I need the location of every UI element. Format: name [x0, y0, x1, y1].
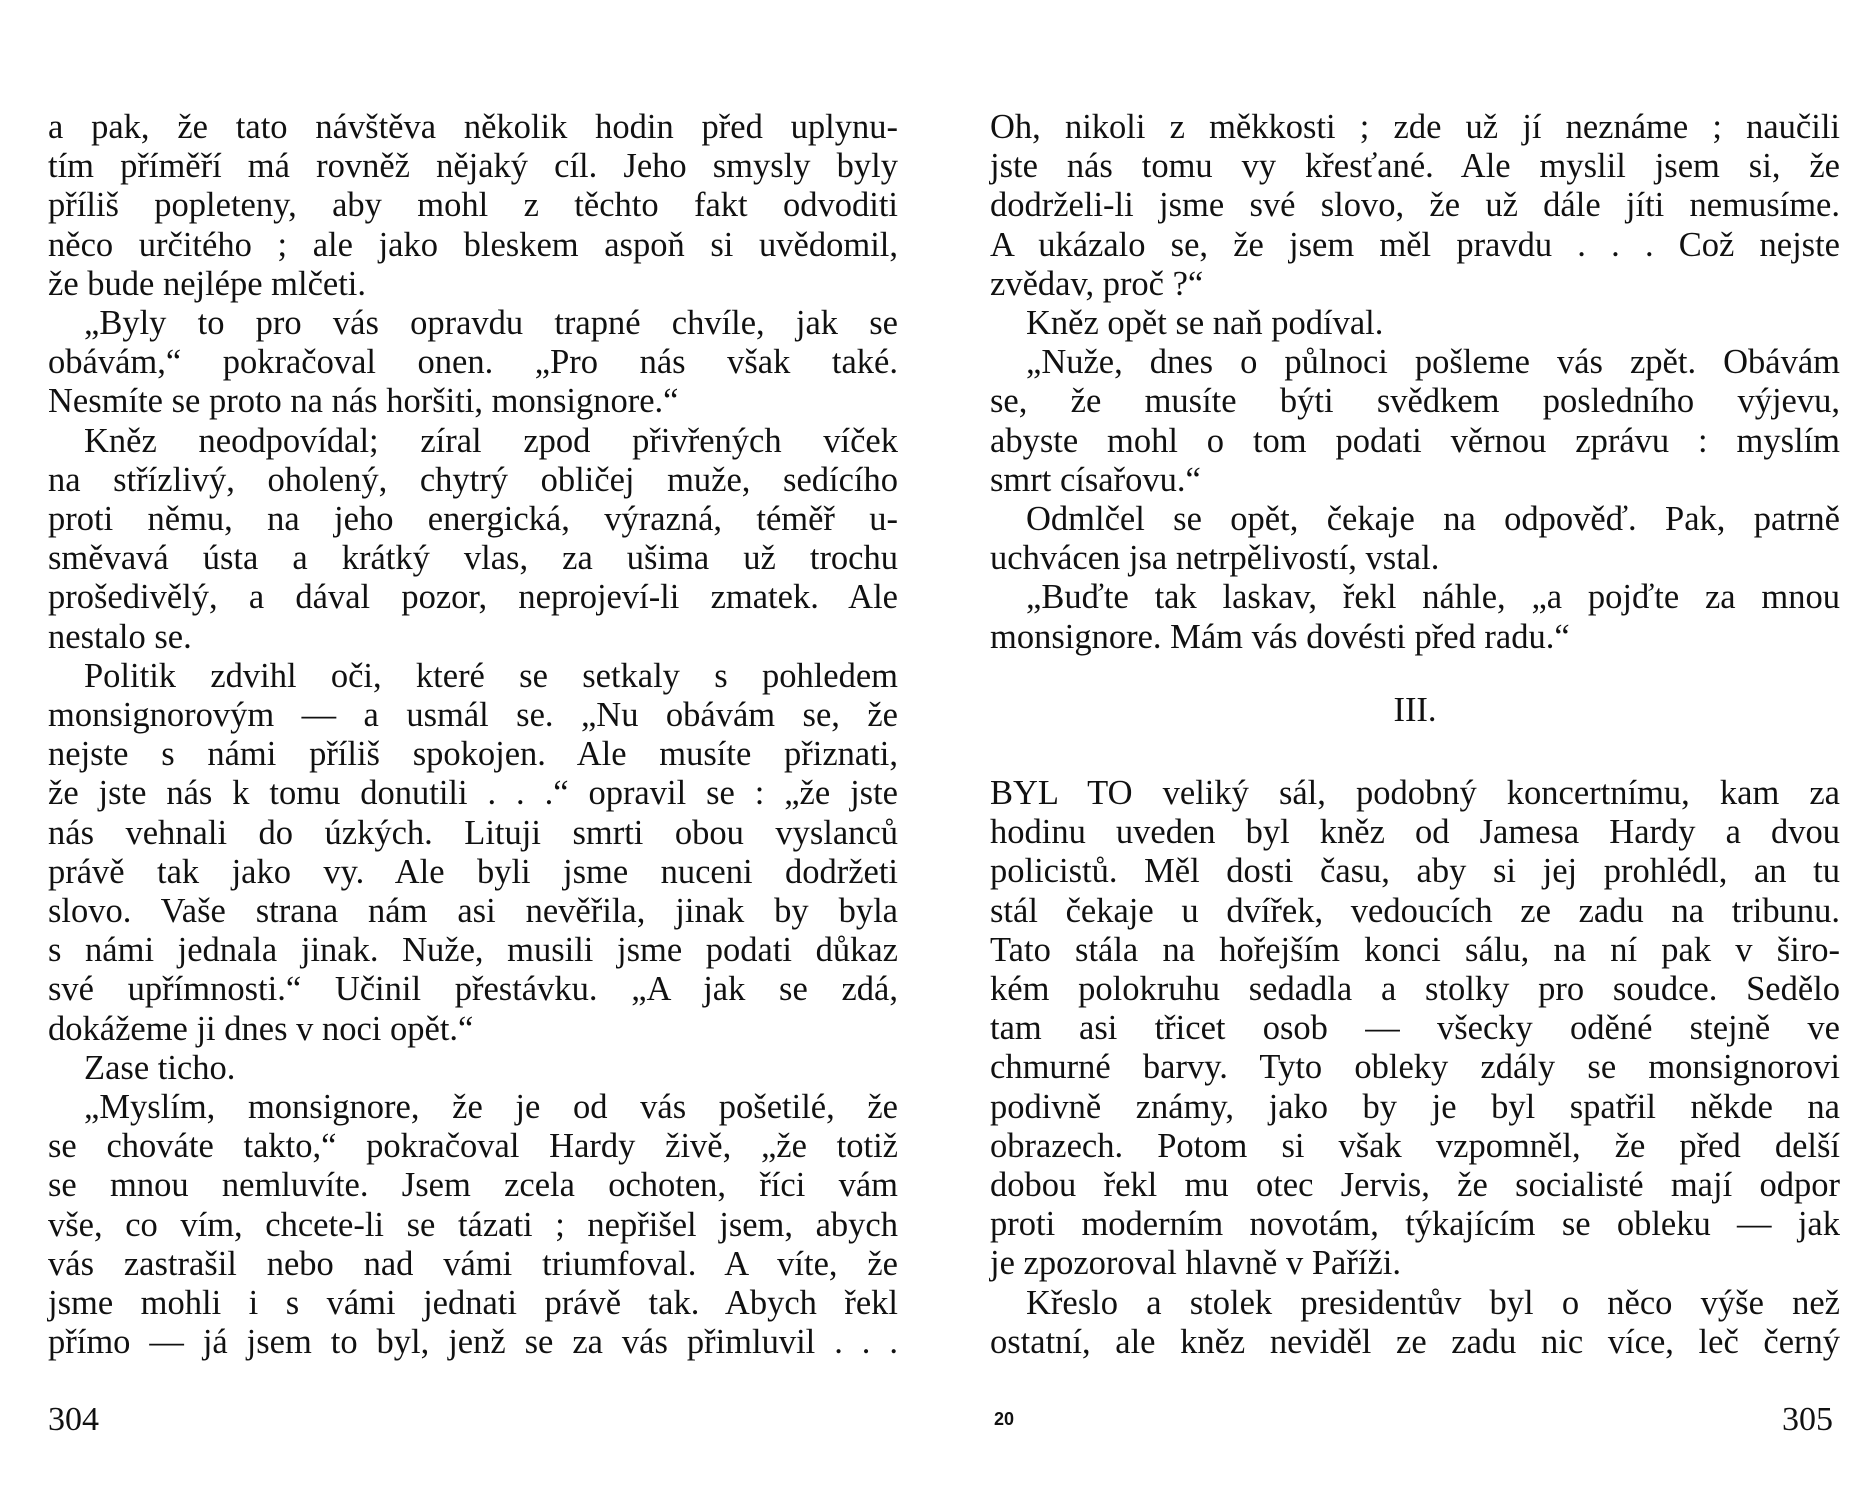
text-line: na střízlivý, oholený, chytrý obličej muže, sedícího	[48, 460, 898, 499]
text-line: „Buďte tak laskav, řekl náhle, „a pojďte za mnou	[1026, 578, 1840, 617]
text-line: dodrželi-li jsme své slovo, že už dále jíti nemusíme.	[990, 186, 1840, 225]
text-line: policistů. Měl dosti času, aby si jej prohlédl, an tu	[990, 852, 1840, 891]
text-line: „Byly to pro vás opravdu trapné chvíle, jak se	[84, 304, 898, 343]
text-line: Křeslo a stolek presidentův byl o něco výše než	[1026, 1283, 1840, 1322]
text-line: přímo — já jsem to byl, jenž se za vás přimluvil . . .	[48, 1323, 898, 1362]
printer-signature-mark: 20	[994, 1409, 1015, 1429]
text-line: vás zastrašil nebo nad vámi triumfoval. A víte, že	[48, 1244, 898, 1283]
text-line: něco určitého ; ale jako bleskem aspoň si uvědomil,	[48, 225, 898, 264]
text-line: prošedivělý, a dával pozor, neprojeví-li zmatek. Ale	[48, 578, 898, 617]
page-number-left: 304	[48, 1401, 99, 1438]
right-page-text-before-heading	[990, 108, 1840, 657]
chapter-heading: III.	[1393, 690, 1437, 729]
text-line: chmurné barvy. Tyto obleky zdály se monsignorovi	[990, 1048, 1840, 1087]
text-line: „Nuže, dnes o půlnoci pošleme vás zpět. Obávám	[1026, 343, 1840, 382]
text-line: nejste s námi příliš spokojen. Ale musíte přiznati,	[48, 735, 898, 774]
text-line: stál čekaje u dvířek, vedoucích ze zadu na tribunu.	[990, 891, 1840, 930]
text-line: Politik zdvihl oči, které se setkaly s pohledem	[84, 656, 898, 695]
text-line: proti moderním novotám, týkajícím se obleku — jak	[990, 1205, 1840, 1244]
text-line: Oh, nikoli z měkkosti ; zde už jí neznáme ; naučili	[990, 108, 1840, 146]
text-line: nestalo se.	[48, 617, 192, 656]
text-line: právě tak jako vy. Ale byli jsme nuceni dodržeti	[48, 852, 898, 891]
text-line: tím příměří má rovněž nějaký cíl. Jeho smysly byly	[48, 147, 898, 186]
text-line: směvavá ústa a krátký vlas, za ušima už trochu	[48, 539, 898, 578]
text-line: BYL TO veliký sál, podobný koncertnímu, kam za	[990, 774, 1840, 813]
text-line: své upřímnosti.“ Učinil přestávku. „A jak se zdá,	[48, 970, 898, 1009]
text-line: jste nás tomu vy křesťané. Ale myslil jsem si, že	[990, 147, 1840, 186]
text-line: proti němu, na jeho energická, výrazná, téměř u-	[48, 500, 898, 539]
text-line: s námi jednala jinak. Nuže, musili jsme podati důkaz	[48, 931, 898, 970]
text-line: Odmlčel se opět, čekaje na odpověď. Pak, patrně	[1026, 500, 1840, 539]
right-page-text-after-heading	[990, 774, 1840, 1362]
text-line: smrt císařovu.“	[990, 460, 1201, 499]
text-line: tam asi třicet osob — všecky oděné stejně ve	[990, 1009, 1840, 1048]
text-line: „Myslím, monsignore, že je od vás pošetilé, že	[84, 1088, 898, 1127]
text-line: podivně známy, jako by je byl spatřil někde na	[990, 1087, 1840, 1126]
text-line: že jste nás k tomu donutili . . .“ opravil se : „že jste	[48, 774, 898, 813]
text-line: dokážeme ji dnes v noci opět.“	[48, 1009, 474, 1048]
text-line: se, že musíte býti svědkem posledního výjevu,	[990, 382, 1840, 421]
text-line: abyste mohl o tom podati věrnou zprávu : myslím	[990, 421, 1840, 460]
text-line: dobou řekl mu otec Jervis, že socialisté mají odpor	[990, 1166, 1840, 1205]
text-line: jsme mohli i s vámi jednati právě tak. Abych řekl	[48, 1284, 898, 1323]
text-line: A ukázalo se, že jsem měl pravdu . . . Což nejste	[990, 225, 1840, 264]
page-number-right: 305	[1782, 1401, 1833, 1438]
text-line: příliš popleteny, aby mohl z těchto fakt odvoditi	[48, 186, 898, 225]
right-page	[990, 108, 1840, 1362]
text-line: nás vehnali do úzkých. Lituji smrti obou vyslanců	[48, 813, 898, 852]
text-line: hodinu uveden byl kněz od Jamesa Hardy a dvou	[990, 813, 1840, 852]
text-line: monsignorovým — a usmál se. „Nu obávám se, že	[48, 696, 898, 735]
left-page-text	[48, 108, 898, 1363]
text-line: se chováte takto,“ pokračoval Hardy živě, „že totiž	[48, 1127, 898, 1166]
text-line: monsignore. Mám vás dovésti před radu.“	[990, 617, 1570, 656]
text-line: uchvácen jsa netrpělivostí, vstal.	[990, 539, 1440, 578]
text-line: je zpozoroval hlavně v Paříži.	[990, 1244, 1401, 1283]
text-line: Kněz opět se naň podíval.	[1026, 304, 1384, 343]
text-line: obrazech. Potom si však vzpomněl, že před delší	[990, 1126, 1840, 1165]
text-line: zvědav, proč ?“	[990, 264, 1204, 303]
text-line: Nesmíte se proto na nás horšiti, monsignore.“	[48, 382, 679, 421]
text-line: Tato stála na hořejším konci sálu, na ní pak v širo-	[990, 930, 1840, 969]
text-line: ostatní, ale kněz neviděl ze zadu nic více, leč černý	[990, 1322, 1840, 1361]
text-line: slovo. Vaše strana nám asi nevěřila, jinak by byla	[48, 892, 898, 931]
text-line: Kněz neodpovídal; zíral zpod přivřených víček	[84, 421, 898, 460]
text-line: obávám,“ pokračoval onen. „Pro nás však také.	[48, 343, 898, 382]
text-line: kém polokruhu sedadla a stolky pro soudce. Sedělo	[990, 970, 1840, 1009]
text-line: že bude nejlépe mlčeti.	[48, 264, 367, 303]
text-line: a pak, že tato návštěva několik hodin před uplynu-	[48, 108, 898, 146]
text-line: vše, co vím, chcete-li se tázati ; nepřišel jsem, abych	[48, 1205, 898, 1244]
text-line: Zase ticho.	[84, 1048, 236, 1087]
text-line: se mnou nemluvíte. Jsem zcela ochoten, říci vám	[48, 1166, 898, 1205]
left-page	[48, 108, 898, 1363]
